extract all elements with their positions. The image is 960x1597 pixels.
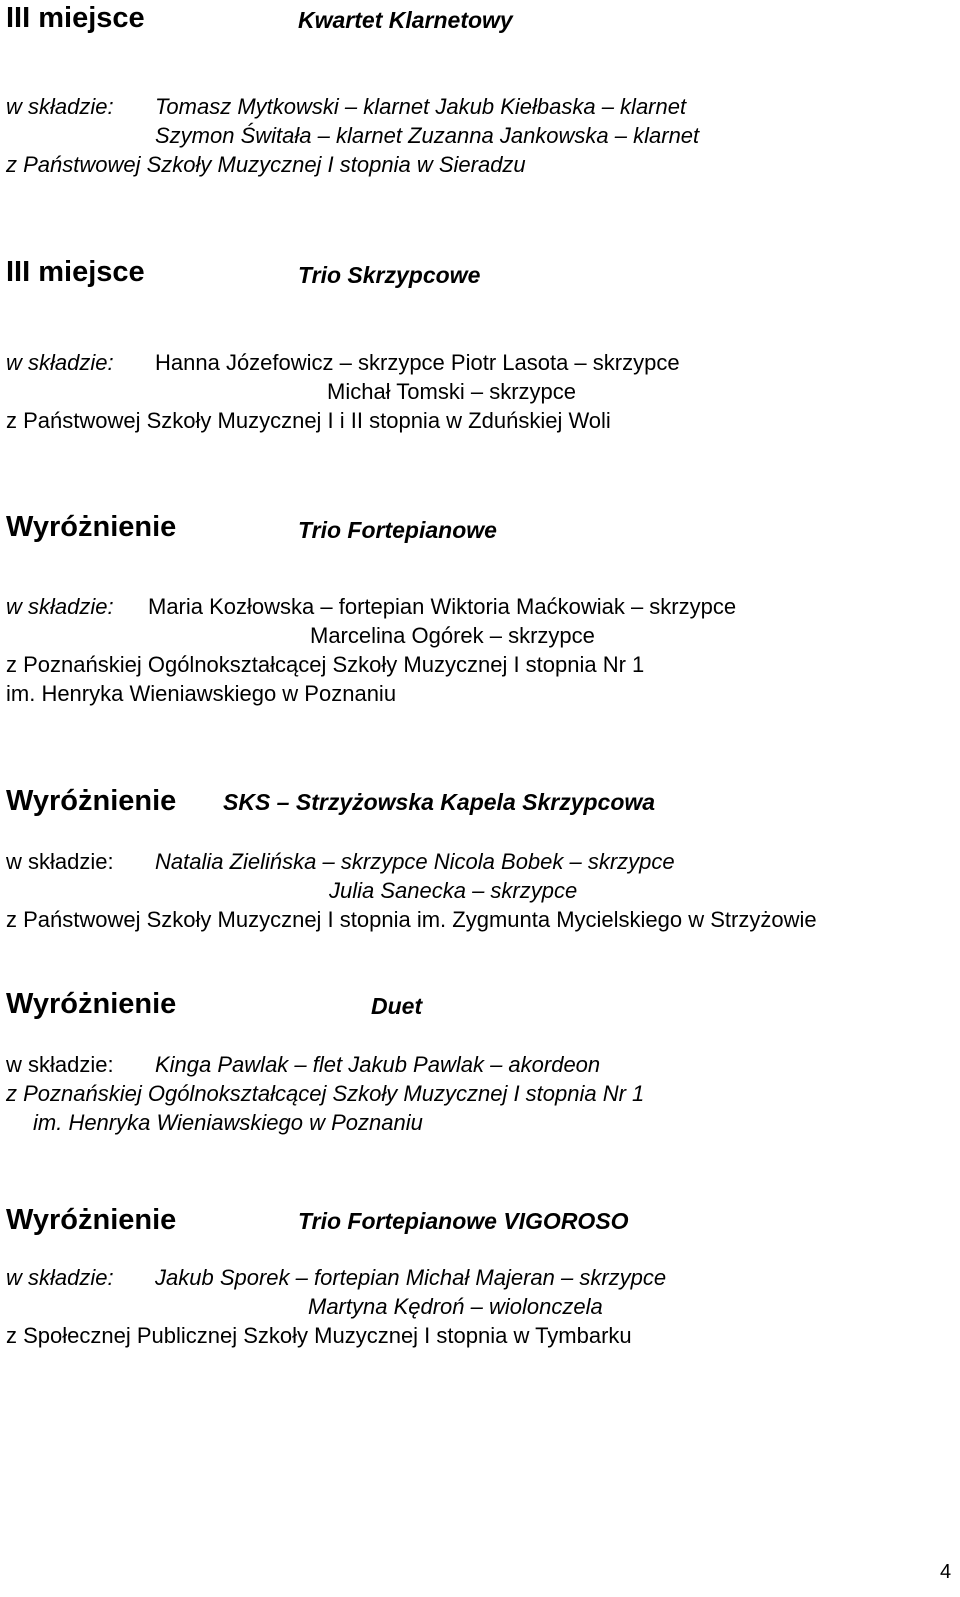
members-line: Michał Tomski – skrzypce — [327, 379, 576, 404]
members-label: w składzie: — [6, 1265, 114, 1290]
school-line: z Państwowej Szkoły Muzycznej I i II stopnia w Zduńskiej Woli — [6, 408, 611, 433]
school-line: z Państwowej Szkoły Muzycznej I stopnia im. Zygmunta Mycielskiego w Strzyżowie — [6, 907, 817, 932]
school-line: z Poznańskiej Ogólnokształcącej Szkoły Muzycznej I stopnia Nr 1 — [6, 652, 645, 677]
ensemble-name: Kwartet Klarnetowy — [298, 7, 513, 33]
members-line: Kinga Pawlak – flet Jakub Pawlak – akordeon — [155, 1052, 601, 1077]
award-title: III miejsce — [6, 256, 145, 288]
school-line: z Społecznej Publicznej Szkoły Muzycznej I stopnia w Tymbarku — [6, 1323, 632, 1348]
school-line: im. Henryka Wieniawskiego w Poznaniu — [33, 1110, 423, 1135]
ensemble-name: SKS – Strzyżowska Kapela Skrzypcowa — [223, 789, 656, 815]
members-label: w składzie: — [6, 350, 114, 375]
members-line: Natalia Zielińska – skrzypce Nicola Bobek – skrzypce — [155, 849, 675, 874]
members-line: Jakub Sporek – fortepian Michał Majeran – skrzypce — [155, 1265, 667, 1290]
members-line: Maria Kozłowska – fortepian Wiktoria Maćkowiak – skrzypce — [148, 594, 737, 619]
members-line: Julia Sanecka – skrzypce — [329, 878, 578, 903]
members-line: Marcelina Ogórek – skrzypce — [310, 623, 595, 648]
award-title: Wyróżnienie — [6, 785, 177, 817]
members-label: w składzie: — [6, 594, 114, 619]
members-label: w składzie: — [6, 94, 114, 119]
award-title: III miejsce — [6, 2, 145, 34]
members-line: Hanna Józefowicz – skrzypce Piotr Lasota – skrzypce — [155, 350, 680, 375]
award-title: Wyróżnienie — [6, 511, 177, 543]
page-number: 4 — [940, 1561, 952, 1583]
school-line: im. Henryka Wieniawskiego w Poznaniu — [6, 681, 397, 706]
members-line: Martyna Kędroń – wiolonczela — [308, 1294, 603, 1319]
members-line: Tomasz Mytkowski – klarnet Jakub Kiełbaska – klarnet — [155, 94, 687, 119]
school-line: z Poznańskiej Ogólnokształcącej Szkoły Muzycznej I stopnia Nr 1 — [6, 1081, 645, 1106]
members-label: w składzie: — [6, 849, 114, 874]
school-line: z Państwowej Szkoły Muzycznej I stopnia w Sieradzu — [6, 152, 526, 177]
ensemble-name: Trio Skrzypcowe — [298, 262, 481, 288]
ensemble-name: Trio Fortepianowe VIGOROSO — [298, 1208, 629, 1234]
members-label: w składzie: — [6, 1052, 114, 1077]
ensemble-name: Trio Fortepianowe — [298, 517, 497, 543]
ensemble-name: Duet — [371, 993, 423, 1019]
award-title: Wyróżnienie — [6, 1204, 177, 1236]
members-line: Szymon Świtała – klarnet Zuzanna Jankowska – klarnet — [155, 123, 700, 148]
award-title: Wyróżnienie — [6, 988, 177, 1020]
